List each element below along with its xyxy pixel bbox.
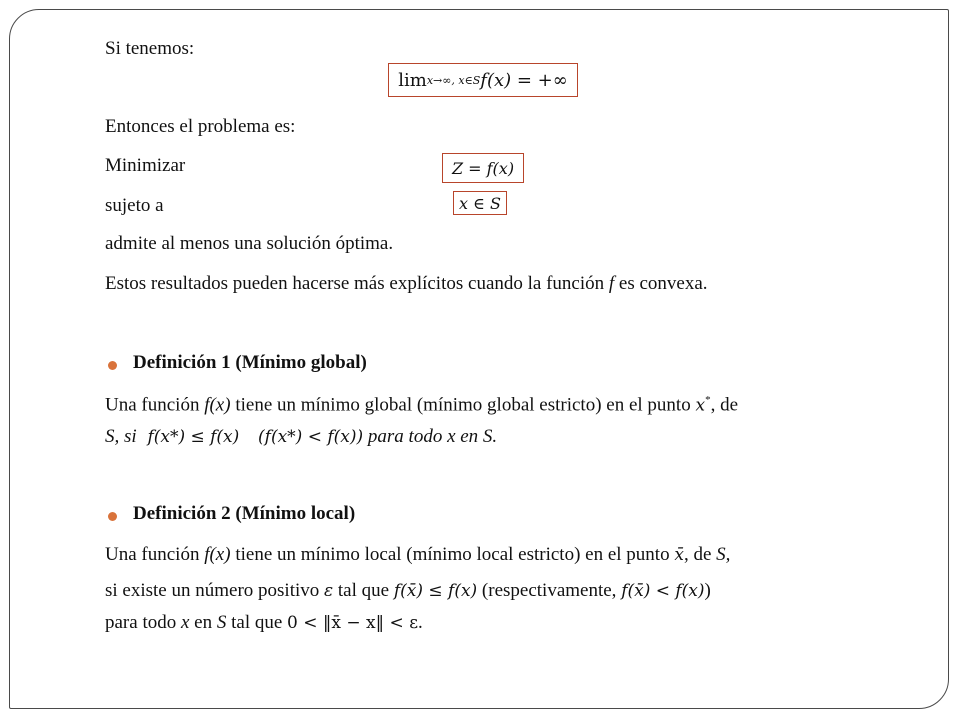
- convex-f: f: [608, 273, 615, 294]
- def2-S: S,: [716, 544, 731, 565]
- def2-line3-b: en: [189, 612, 217, 633]
- def1-formula2: (f(x*) < f(x)): [258, 427, 364, 447]
- convex-text-post: es convexa.: [614, 273, 708, 294]
- intro-text: Si tenemos:: [105, 38, 195, 59]
- def2-formula1: f(x̄) ≤ f(x): [393, 581, 478, 601]
- def1-star: *: [705, 394, 711, 406]
- def2-line1: [105, 544, 730, 566]
- def2-title: Definición 2 (Mínimo local): [133, 503, 356, 524]
- def2-line2-d: ): [704, 580, 711, 601]
- def1-fx: f(x): [204, 394, 231, 416]
- def1-formula1: f(x*) ≤ f(x): [147, 427, 240, 447]
- def2-line1-b: tiene un mínimo local (mínimo local estricto) en el punto: [230, 544, 675, 565]
- limit-formula-box: [388, 63, 578, 97]
- def1-line1-c: , de: [710, 394, 738, 416]
- def2-line2-b: tal que: [333, 580, 394, 601]
- bullet-icon: [108, 361, 117, 370]
- subject-formula-box: x ∈ S: [453, 191, 507, 215]
- def1-line2-b: para todo x en S.: [363, 426, 498, 447]
- limit-rhs: f(x) = +∞: [480, 69, 568, 91]
- def2-line2: [105, 580, 711, 602]
- admits-text: admite al menos una solución óptima.: [105, 233, 394, 254]
- problem-intro-text: Entonces el problema es:: [105, 116, 296, 137]
- def1-xstar: x: [695, 395, 706, 416]
- def2-line2-c: (respectivamente,: [477, 580, 622, 601]
- def2-epsilon: ε: [324, 581, 334, 601]
- def2-line1-c: , de: [683, 544, 717, 565]
- limit-operator: lim: [398, 69, 427, 91]
- def1-title: Definición 1 (Mínimo global): [133, 352, 367, 373]
- minimize-label: Minimizar: [105, 155, 186, 176]
- def2-line2-a: si existe un número positivo: [105, 580, 325, 601]
- def2-line3-c: tal que: [226, 612, 288, 633]
- bullet-icon: [108, 512, 117, 521]
- minimize-formula-box: Z = f(x): [442, 153, 524, 183]
- def2-line1-a: Una función: [105, 544, 205, 565]
- def2-line3-S: S: [216, 612, 227, 633]
- limit-subscript: x→∞, x∈S: [426, 73, 481, 87]
- def1-line1: [105, 394, 738, 416]
- def2-x: x: [180, 612, 190, 633]
- def2-line3-a: para todo: [105, 612, 181, 633]
- def1-line1-a: Una función: [105, 394, 205, 416]
- convex-text: [105, 273, 708, 295]
- def2-line3-d: .: [418, 612, 423, 633]
- convex-text-pre: Estos resultados pueden hacerse más explícitos cuando la función: [105, 273, 609, 294]
- def1-line2-a: S, si: [105, 426, 137, 447]
- def1-line1-b: tiene un mínimo global (mínimo global estricto) en el punto: [230, 394, 696, 416]
- def2-line3: [105, 612, 423, 634]
- def2-norm-formula: 0 < ‖x̄ − x‖ < ε: [287, 613, 418, 633]
- def2-xbar: x̄: [674, 545, 684, 565]
- def2-formula2: f(x̄) < f(x): [621, 581, 705, 601]
- def2-fx: f(x): [204, 544, 231, 565]
- subject-label: sujeto a: [105, 195, 164, 216]
- def1-line2: [105, 426, 497, 448]
